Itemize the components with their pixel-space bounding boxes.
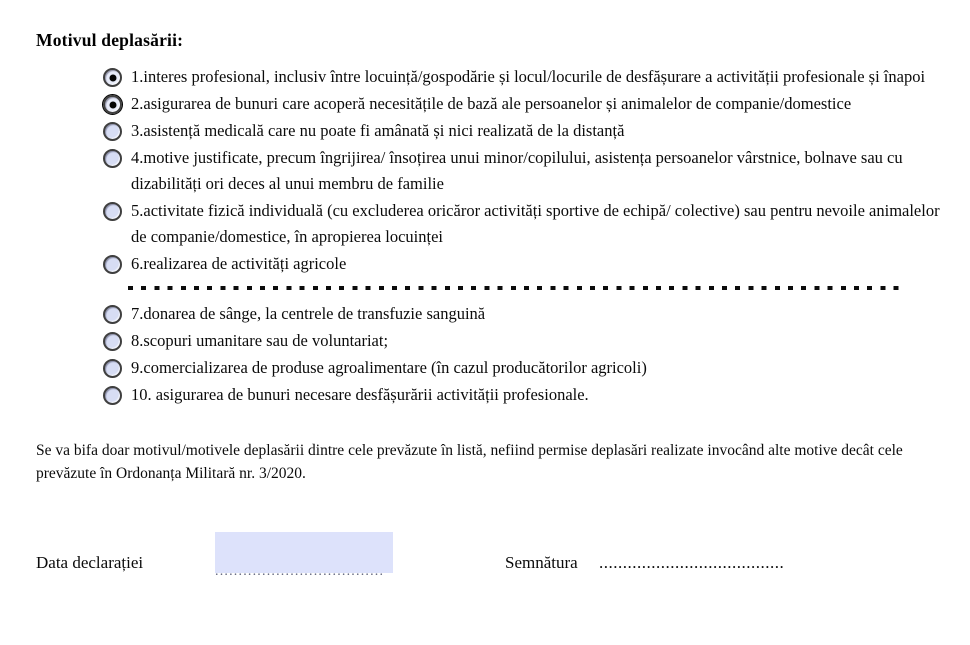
footer (36, 532, 940, 592)
reason-option (103, 301, 940, 327)
option-label: 7.donarea de sânge, la centrele de transfuzie sanguină (131, 303, 486, 323)
date-dots-leader: .................................... (215, 563, 385, 579)
radio-button-icon[interactable] (103, 359, 122, 378)
option-label: 8.scopuri umanitare sau de voluntariat; (131, 330, 389, 350)
radio-button-icon[interactable] (103, 149, 122, 168)
radio-button-icon[interactable] (103, 332, 122, 351)
option-label: 10. asigurarea de bunuri necesare desfășurării activității profesionale. (131, 384, 589, 404)
signature-dots-leader: ....................................... (599, 552, 785, 572)
radio-button-icon[interactable] (103, 95, 122, 114)
reason-option (103, 145, 940, 197)
note-text: Se va bifa doar motivul/motivele deplasării dintre cele prevăzute în listă, nefiind permise deplasări realizate invocând alte motive decât cele prevăzute în Ordonanța Militară nr. 3/2020. (36, 441, 903, 482)
option-label: 2.asigurarea de bunuri care acoperă necesitățile de bază ale persoanelor și animalelor de companie/domestice (131, 94, 852, 113)
option-label: 6.realizarea de activități agricole (131, 254, 347, 273)
option-label: 4.motive justificate, precum îngrijirea/ însoțirea unui minor/copilului, asistența persoanelor vârstnice, bolnave sau cu dizabilități ori deces al unui membru de familie (131, 148, 903, 193)
date-label: Data declarației (36, 552, 144, 572)
reason-option (103, 198, 940, 250)
reason-option (103, 118, 940, 144)
reason-option (103, 251, 940, 277)
reason-option (103, 328, 940, 354)
radio-button-icon[interactable] (103, 386, 122, 405)
option-label: 3.asistență medicală care nu poate fi amânată și nici realizată de la distanță (131, 121, 625, 140)
option-label: 1.interes profesional, inclusiv între locuință/gospodărie și locul/locurile de desfășurare a activității profesionale și înapoi (131, 67, 926, 86)
option-label: 9.comercializarea de produse agroalimentare (în cazul producătorilor agricoli) (131, 357, 647, 377)
options-list (103, 64, 940, 408)
reason-option (103, 91, 940, 117)
radio-button-icon[interactable] (103, 122, 122, 141)
reason-option (103, 382, 940, 408)
signature-label: Semnătura (505, 552, 578, 572)
radio-button-icon[interactable] (103, 255, 122, 274)
radio-button-icon[interactable] (103, 68, 122, 87)
radio-button-icon[interactable] (103, 305, 122, 324)
dashed-separator (128, 286, 906, 290)
option-label: 5.activitate fizică individuală (cu excluderea oricăror activități sportive de echipă/ colective) sau pentru nevoile animalelor de companie/domestice, în apropierea locuinței (131, 201, 940, 246)
form-title: Motivul deplasării: (36, 30, 184, 50)
radio-button-icon[interactable] (103, 202, 122, 221)
reason-option (103, 64, 940, 90)
reason-option (103, 355, 940, 381)
